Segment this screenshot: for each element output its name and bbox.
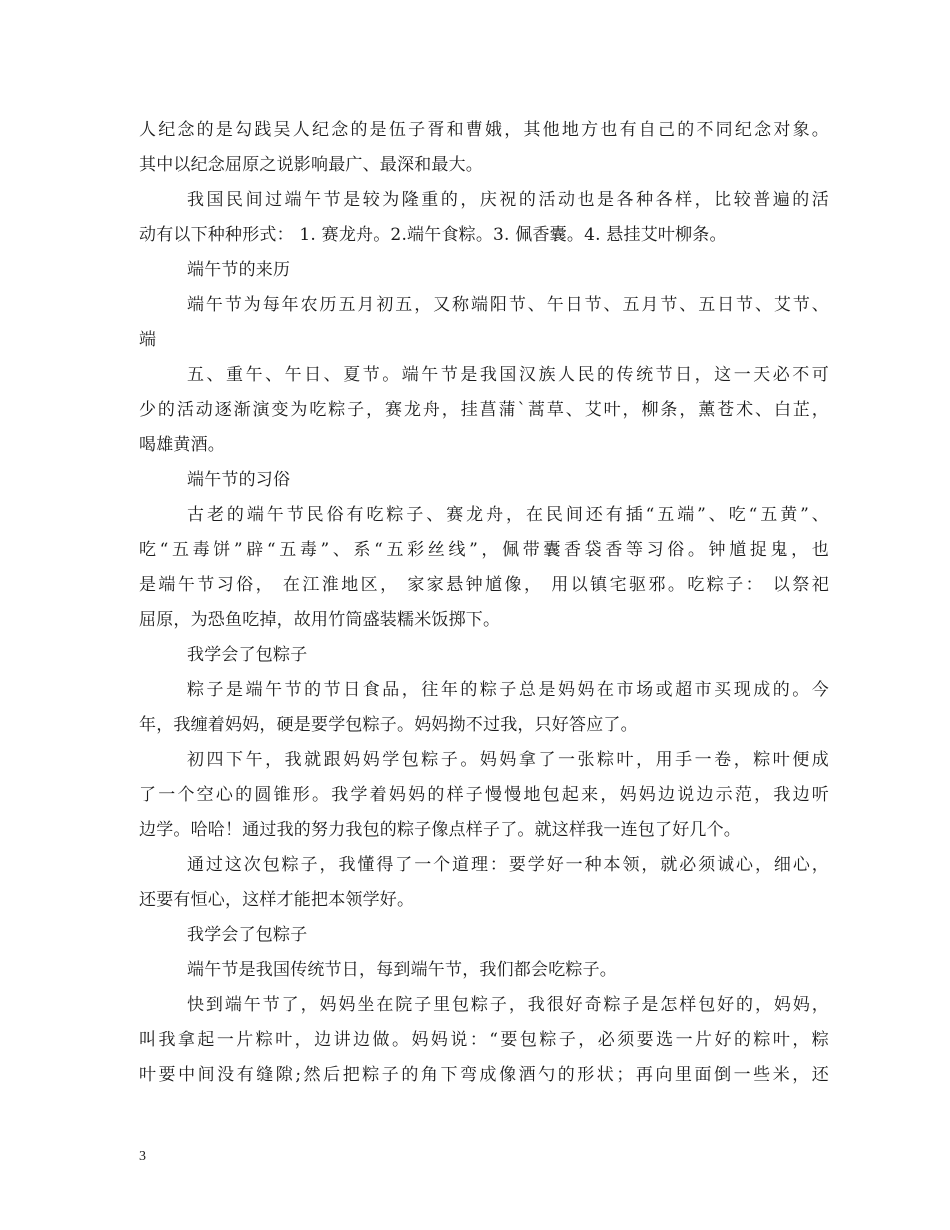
- page-number: 3: [139, 1149, 146, 1164]
- text-line: 端: [139, 330, 157, 350]
- text-line: 屈原，为恐鱼吃掉，故用竹筒盛装糯米饭掷下。: [139, 610, 501, 630]
- text-line: 叫我拿起一片粽叶，边讲边做。妈妈说：“要包粽子，必须要选一片好的粽叶，粽: [139, 1030, 829, 1050]
- text-line: 端午节的来历: [187, 260, 291, 280]
- text-line: 喝雄黄酒。: [139, 435, 225, 455]
- text-line: 通过这次包粽子，我懂得了一个道理：要学好一种本领，就必须诚心，细心，: [187, 855, 829, 875]
- text-line: 端午节的习俗: [187, 470, 291, 490]
- text-line: 端午节是我国传统节日，每到端午节，我们都会吃粽子。: [187, 960, 617, 980]
- text-line: 古老的端午节民俗有吃粽子、赛龙舟，在民间还有插“五端”、吃“五黄”、: [187, 505, 829, 525]
- text-line: 我国民间过端午节是较为隆重的，庆祝的活动也是各种各样，比较普遍的活: [187, 190, 829, 210]
- text-line: 初四下午，我就跟妈妈学包粽子。妈妈拿了一张粽叶，用手一卷，粽叶便成: [187, 750, 829, 770]
- text-line: 叶要中间没有缝隙;然后把粽子的角下弯成像酒勺的形状；再向里面倒一些米，还: [139, 1065, 829, 1085]
- text-line: 端午节为每年农历五月初五，又称端阳节、午日节、五月节、五日节、艾节、: [187, 295, 829, 315]
- text-line: 动有以下种种形式： 1. 赛龙舟。2.端午食粽。3. 佩香囊。4. 悬挂艾叶柳条。: [139, 225, 727, 245]
- text-line: 吃“五毒饼”辟“五毒”、系“五彩丝线”，佩带囊香袋香等习俗。钟馗捉鬼，也: [139, 540, 829, 560]
- text-line: 我学会了包粽子: [187, 645, 308, 665]
- text-line: 少的活动逐渐演变为吃粽子，赛龙舟，挂菖蒲`蒿草、艾叶，柳条，薰苍术、白芷，: [139, 400, 829, 420]
- text-line: 粽子是端午节的节日食品，往年的粽子总是妈妈在市场或超市买现成的。今: [187, 680, 829, 700]
- text-line: 了一个空心的圆锥形。我学着妈妈的样子慢慢地包起来，妈妈边说边示范，我边听: [139, 785, 829, 805]
- text-line: 边学。哈哈！通过我的努力我包的粽子像点样子了。就这样我一连包了好几个。: [139, 820, 741, 840]
- text-line: 我学会了包粽子: [187, 925, 308, 945]
- document-body: [139, 113, 829, 1093]
- text-line: 还要有恒心，这样才能把本领学好。: [139, 890, 415, 910]
- text-line: 是端午节习俗， 在江淮地区， 家家悬钟馗像， 用以镇宅驱邪。吃粽子： 以祭祀: [139, 575, 829, 595]
- text-line: 人纪念的是勾践吴人纪念的是伍子胥和曹娥，其他地方也有自己的不同纪念对象。: [139, 120, 829, 140]
- text-line: 五、重午、午日、夏节。端午节是我国汉族人民的传统节日，这一天必不可: [187, 365, 829, 385]
- text-line: 年，我缠着妈妈，硬是要学包粽子。妈妈拗不过我，只好答应了。: [139, 715, 638, 735]
- text-line: 其中以纪念屈原之说影响最广、最深和最大。: [139, 155, 483, 175]
- text-line: 快到端午节了，妈妈坐在院子里包粽子，我很好奇粽子是怎样包好的，妈妈，: [187, 995, 829, 1015]
